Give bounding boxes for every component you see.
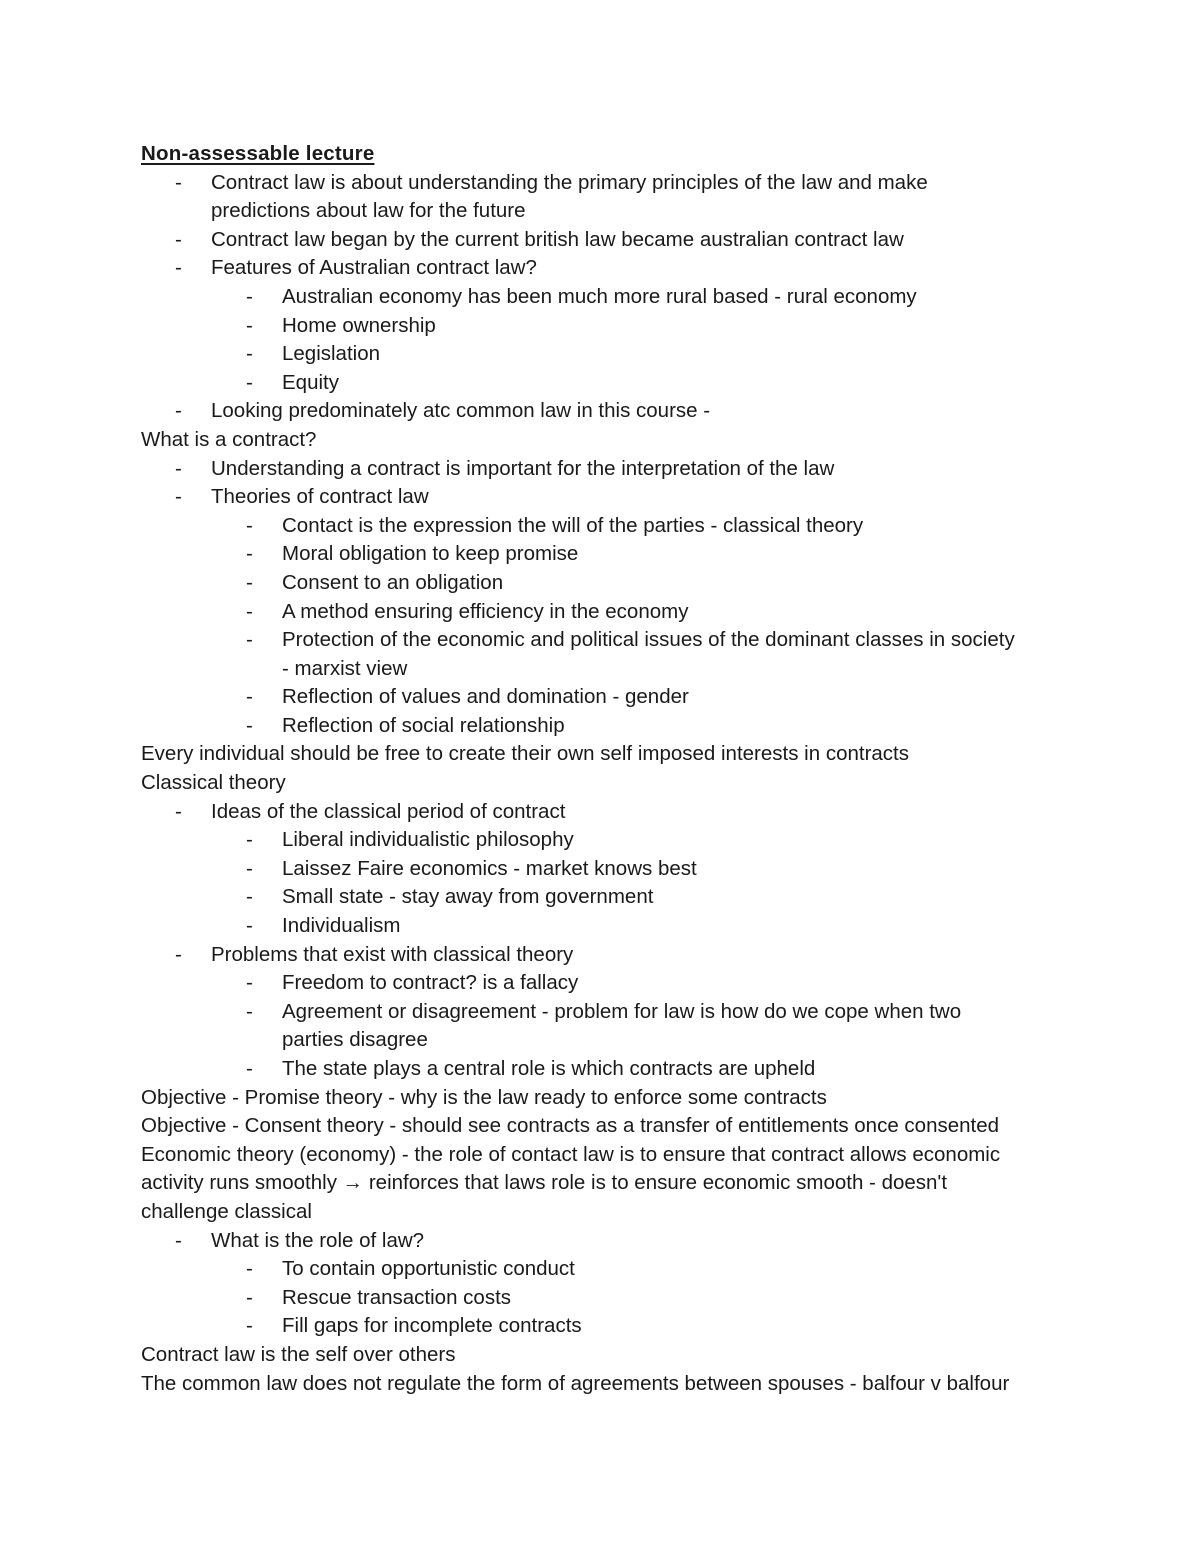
- sub-bullet-item: [141, 340, 1071, 369]
- note-line: [141, 1169, 1071, 1198]
- sub-bullet-item: [141, 369, 1071, 398]
- line-text: Rescue transaction costs: [282, 1285, 512, 1309]
- continuation-line: [141, 197, 1071, 226]
- line-text: What is a contract?: [141, 427, 317, 451]
- bullet-dash: -: [175, 942, 182, 966]
- line-text: Fill gaps for incomplete contracts: [282, 1314, 582, 1338]
- note-line: [141, 769, 1071, 798]
- bullet-dash: -: [246, 1314, 253, 1338]
- bullet-dash: -: [175, 485, 182, 509]
- line-text: Agreement or disagreement - problem for law is how do we cope when two: [282, 999, 962, 1023]
- line-text: Features of Australian contract law?: [211, 256, 537, 280]
- line-text: Looking predominately atc common law in this course -: [211, 399, 711, 423]
- bullet-item: [141, 254, 1071, 283]
- sub-bullet-item: [141, 512, 1071, 541]
- line-text: Objective - Promise theory - why is the law ready to enforce some contracts: [141, 1085, 827, 1109]
- line-text: Freedom to contract? is a fallacy: [282, 971, 579, 995]
- bullet-dash: -: [246, 856, 253, 880]
- line-text: A method ensuring efficiency in the economy: [282, 599, 689, 623]
- line-text: Liberal individualistic philosophy: [282, 828, 574, 852]
- sub-bullet-item: [141, 912, 1071, 941]
- bullet-dash: -: [246, 542, 253, 566]
- bullet-dash: -: [246, 284, 253, 308]
- line-text: challenge classical: [141, 1199, 312, 1223]
- bullet-dash: -: [175, 799, 182, 823]
- sub-bullet-item: [141, 1055, 1071, 1084]
- bullet-dash: -: [246, 885, 253, 909]
- sub-bullet-item: [141, 1255, 1071, 1284]
- bullet-dash: -: [246, 1257, 253, 1281]
- bullet-item: [141, 1227, 1071, 1256]
- bullet-dash: -: [175, 456, 182, 480]
- note-line: [141, 1112, 1071, 1141]
- sub-bullet-item: [141, 683, 1071, 712]
- bullet-item: [141, 941, 1071, 970]
- bullet-dash: -: [175, 256, 182, 280]
- bullet-dash: -: [175, 227, 182, 251]
- bullet-dash: -: [246, 914, 253, 938]
- line-text: To contain opportunistic conduct: [282, 1257, 575, 1281]
- line-text: Problems that exist with classical theory: [211, 942, 574, 966]
- note-line: [141, 1341, 1071, 1370]
- sub-bullet-item: [141, 1284, 1071, 1313]
- sub-bullet-item: [141, 1312, 1071, 1341]
- notes-body: [141, 169, 1071, 1399]
- bullet-dash: -: [246, 599, 253, 623]
- sub-bullet-item: [141, 626, 1071, 655]
- bullet-dash: -: [246, 713, 253, 737]
- bullet-dash: -: [246, 313, 253, 337]
- bullet-dash: -: [246, 628, 253, 652]
- sub-bullet-item: [141, 283, 1071, 312]
- bullet-dash: -: [246, 999, 253, 1023]
- line-text: activity runs smoothly → reinforces that laws role is to ensure economic smooth - doesn't: [141, 1171, 948, 1195]
- line-text: Contract law began by the current british law became australian contract law: [211, 227, 904, 251]
- line-text: Australian economy has been much more rural based - rural economy: [282, 284, 917, 308]
- sub-bullet-item: [141, 712, 1071, 741]
- note-line: [141, 1370, 1071, 1399]
- sub-bullet-item: [141, 883, 1071, 912]
- line-text: Contract law is the self over others: [141, 1342, 456, 1366]
- bullet-dash: -: [246, 570, 253, 594]
- note-line: [141, 1198, 1071, 1227]
- bullet-item: [141, 798, 1071, 827]
- line-text: Consent to an obligation: [282, 570, 504, 594]
- sub-bullet-item: [141, 998, 1071, 1027]
- sub-bullet-item: [141, 312, 1071, 341]
- sub-bullet-item: [141, 855, 1071, 884]
- bullet-dash: -: [175, 399, 182, 423]
- bullet-dash: -: [246, 1057, 253, 1080]
- sub-bullet-item: [141, 540, 1071, 569]
- line-text: Classical theory: [141, 771, 286, 795]
- document-title: Non-assessable lecture: [141, 142, 375, 165]
- note-line: [141, 740, 1071, 769]
- line-text: Reflection of social relationship: [282, 713, 565, 737]
- line-text: Home ownership: [282, 313, 436, 337]
- sub-bullet-item: [141, 598, 1071, 627]
- note-line: [141, 1141, 1071, 1170]
- line-text: Equity: [282, 370, 339, 394]
- bullet-dash: -: [246, 828, 253, 852]
- line-text: What is the role of law?: [211, 1228, 425, 1252]
- line-text: Contact is the expression the will of the parties - classical theory: [282, 513, 864, 537]
- line-text: Reflection of values and domination - gender: [282, 685, 689, 709]
- line-text: Protection of the economic and political issues of the dominant classes in society: [282, 628, 1015, 652]
- bullet-dash: -: [246, 370, 253, 394]
- line-text: Economic theory (economy) - the role of contact law is to ensure that contract allows economic: [141, 1142, 1001, 1166]
- lecture-notes-document: [141, 140, 1071, 1398]
- line-text: Every individual should be free to create their own self imposed interests in contracts: [141, 742, 909, 766]
- note-line: [141, 1084, 1071, 1113]
- line-text: Contract law is about understanding the primary principles of the law and make: [211, 170, 928, 194]
- bullet-dash: -: [246, 342, 253, 366]
- bullet-item: [141, 397, 1071, 426]
- line-text: Objective - Consent theory - should see contracts as a transfer of entitlements once consented: [141, 1114, 1000, 1138]
- bullet-item: [141, 169, 1071, 198]
- sub-bullet-item: [141, 569, 1071, 598]
- line-text: Understanding a contract is important for the interpretation of the law: [211, 456, 835, 480]
- continuation-line: [141, 1026, 1071, 1055]
- bullet-dash: -: [175, 1228, 182, 1252]
- bullet-dash: -: [246, 685, 253, 709]
- bullet-item: [141, 226, 1071, 255]
- line-text: Legislation: [282, 342, 381, 366]
- bullet-dash: -: [246, 513, 253, 537]
- line-text: Moral obligation to keep promise: [282, 542, 579, 566]
- bullet-dash: -: [175, 170, 182, 194]
- line-text: The common law does not regulate the form of agreements between spouses - balfour v balfour: [141, 1371, 1010, 1395]
- line-text: Laissez Faire economics - market knows best: [282, 856, 697, 880]
- bullet-item: [141, 483, 1071, 512]
- line-text: Theories of contract law: [211, 485, 429, 509]
- line-text: parties disagree: [282, 1028, 428, 1052]
- note-line: [141, 426, 1071, 455]
- line-text: Small state - stay away from government: [282, 885, 654, 909]
- sub-bullet-item: [141, 826, 1071, 855]
- line-text: predictions about law for the future: [211, 199, 526, 223]
- line-text: - marxist view: [282, 656, 408, 680]
- line-text: The state plays a central role is which contracts are upheld: [282, 1057, 816, 1080]
- line-text: Ideas of the classical period of contract: [211, 799, 566, 823]
- continuation-line: [141, 655, 1071, 684]
- bullet-dash: -: [246, 1285, 253, 1309]
- sub-bullet-item: [141, 969, 1071, 998]
- bullet-item: [141, 455, 1071, 484]
- line-text: Individualism: [282, 914, 401, 938]
- bullet-dash: -: [246, 971, 253, 995]
